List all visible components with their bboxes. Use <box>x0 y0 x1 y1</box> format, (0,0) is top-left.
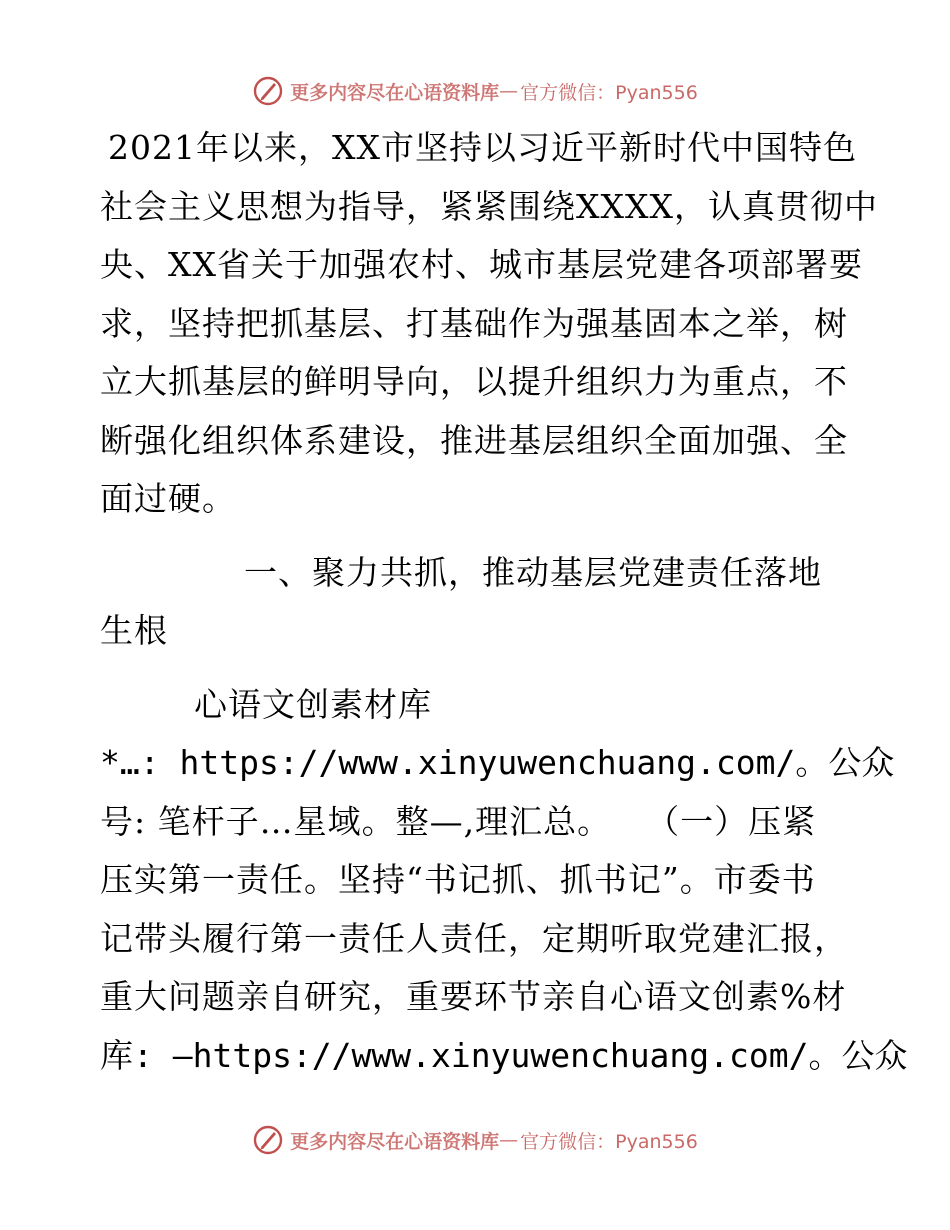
paragraph-line: 求，坚持把抓基层、打基础作为强基固本之举，树 <box>100 304 848 343</box>
paragraph-line: *…: https://www.xinyuwenchuang.com/。公众 <box>100 743 895 782</box>
paragraph-line: 立大抓基层的鲜明导向，以提升组织力为重点，不 <box>100 362 848 401</box>
watermark-brand: 更多内容尽在心语资料库 <box>290 81 500 104</box>
paragraph-line: 社会主义思想为指导，紧紧围绕XXXX，认真贯彻中 <box>100 187 878 226</box>
watermark-separator: — <box>499 80 519 102</box>
section-heading-continued: 生根 <box>100 611 168 650</box>
paragraph-line: 重大问题亲自研究，重要环节亲自心语文创素%材 <box>100 977 847 1016</box>
watermark-separator: — <box>499 1129 519 1151</box>
quill-circle-icon <box>252 1124 284 1156</box>
paragraph-line: 央、XX省关于加强农村、城市基层党建各项部署要 <box>100 245 863 284</box>
paragraph-line: 号: 笔杆子…星域。整—,理汇总。 （一）压紧 <box>100 802 817 841</box>
paragraph-line: 断强化组织体系建设，推进基层组织全面加强、全 <box>100 421 848 460</box>
paragraph-line: 记带头履行第一责任人责任，定期听取党建汇报， <box>100 919 848 958</box>
footer-watermark <box>0 1120 950 1160</box>
paragraph-line: 压实第一责任。坚持“书记抓、抓书记”。市委书 <box>100 860 816 899</box>
watermark-wechat: 官方微信：Pyan556 <box>520 81 698 104</box>
source-label: 心语文创素材库 <box>194 685 432 724</box>
watermark-brand: 更多内容尽在心语资料库 <box>290 1130 500 1153</box>
paragraph-line: 2021年以来，XX市坚持以习近平新时代中国特色 <box>108 128 857 167</box>
watermark-wechat: 官方微信：Pyan556 <box>520 1130 698 1153</box>
paragraph-line: 库: —https://www.xinyuwenchuang.com/。公众 <box>100 1036 908 1075</box>
quill-circle-icon <box>252 75 284 107</box>
paragraph-line: 面过硬。 <box>100 479 236 518</box>
header-watermark <box>0 71 950 111</box>
section-heading: 一、聚力共抓，推动基层党建责任落地 <box>244 553 822 592</box>
